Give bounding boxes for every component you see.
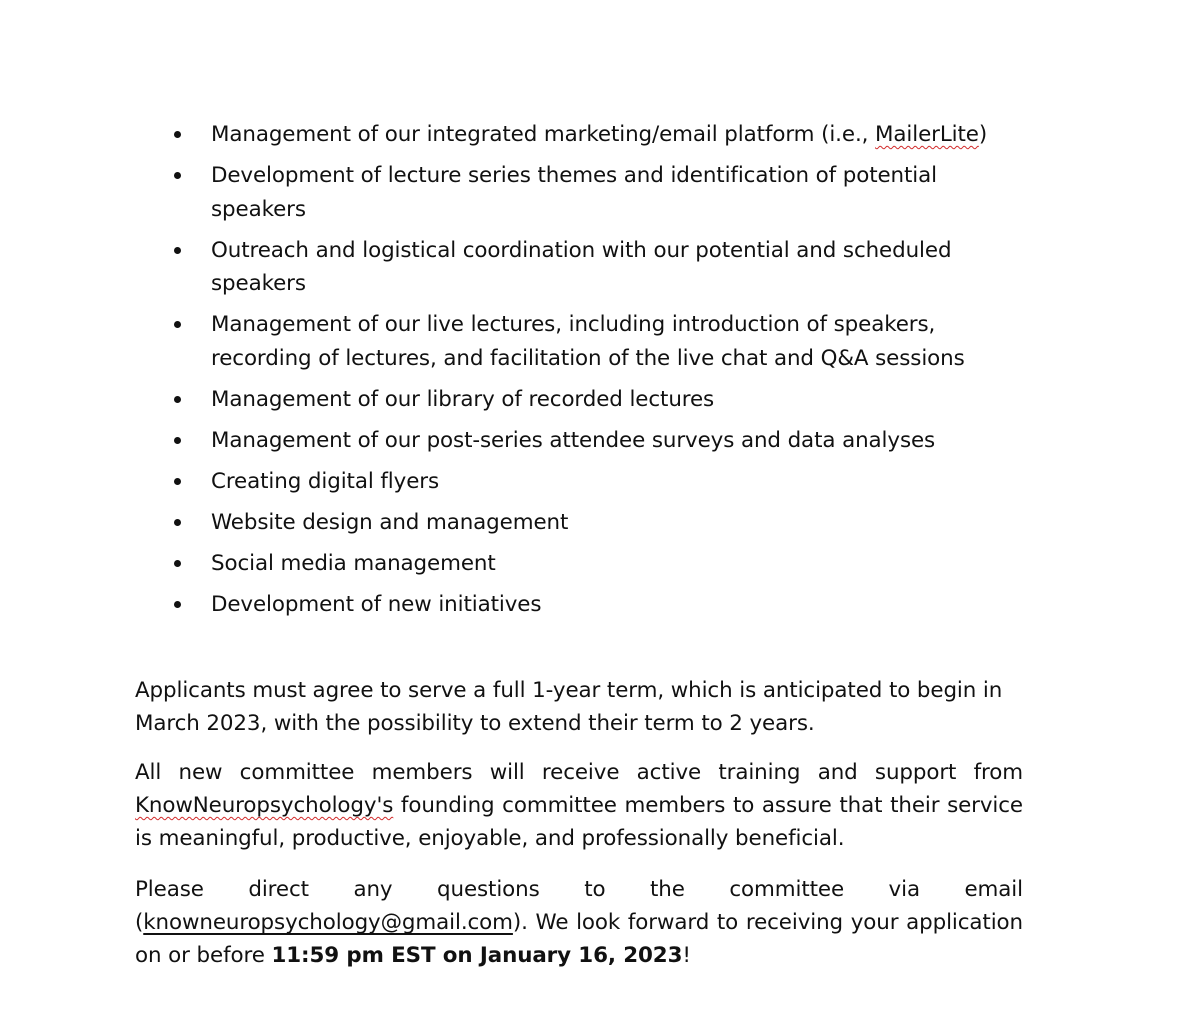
bullet-icon xyxy=(174,560,181,567)
list-item xyxy=(135,506,1035,540)
list-item-text: Development of lecture series themes and identification of potential speakers xyxy=(211,163,937,222)
spellcheck-flagged-word[interactable]: MailerLite xyxy=(875,122,979,147)
list-item-text: Management of our integrated marketing/email platform (i.e., xyxy=(211,122,876,147)
list-item-text-tail: ) xyxy=(978,122,988,147)
list-item xyxy=(135,159,1035,226)
list-item-text: Website design and management xyxy=(211,509,569,535)
contact-end-text: ! xyxy=(682,943,691,969)
bullet-icon xyxy=(174,247,181,254)
bullet-icon xyxy=(174,321,181,328)
list-item-text: Social media management xyxy=(211,550,496,576)
list-item xyxy=(135,424,1035,458)
bullet-icon xyxy=(174,519,181,526)
list-item xyxy=(135,308,1035,375)
email-link[interactable]: knowneuropsychology@gmail.com xyxy=(143,910,513,936)
list-item xyxy=(135,547,1035,581)
list-item-text: Development of new initiatives xyxy=(211,591,542,617)
list-item xyxy=(135,383,1035,417)
bullet-icon xyxy=(174,131,181,138)
list-item-text: Management of our live lectures, including introduction of speakers, recording of lectures, and facilitation of the live chat and Q&A sessions xyxy=(211,312,965,371)
contact-intro-text: Please direct any questions to the committee via email ( xyxy=(135,877,1023,936)
bullet-icon xyxy=(174,172,181,179)
deadline-text: 11:59 pm EST on January 16, 2023 xyxy=(271,943,683,969)
training-paragraph xyxy=(135,756,1023,856)
list-item-text: Management of our post-series attendee surveys and data analyses xyxy=(211,427,936,453)
bullet-icon xyxy=(174,437,181,444)
list-item-text: Outreach and logistical coordination with our potential and scheduled speakers xyxy=(211,237,952,296)
bullet-icon xyxy=(174,601,181,608)
contact-paragraph xyxy=(135,873,1023,973)
responsibilities-list xyxy=(135,118,1035,629)
contact-middle-text: ). We look forward to receiving your application on or before xyxy=(135,910,1023,969)
list-item xyxy=(135,118,1035,152)
list-item-text: Creating digital flyers xyxy=(211,468,440,494)
bullet-icon xyxy=(174,396,181,403)
training-intro-text: All new committee members will receive active training and support from xyxy=(135,760,1023,785)
term-paragraph: Applicants must agree to serve a full 1-year term, which is anticipated to begin in March 2023, with the possibility to extend their term to 2 years. xyxy=(135,678,1003,737)
list-item-text: Management of our library of recorded lectures xyxy=(211,386,715,412)
list-item xyxy=(135,588,1035,622)
bullet-icon xyxy=(174,478,181,485)
list-item xyxy=(135,234,1035,301)
training-rest-text: founding committee members to assure that their service is meaningful, productive, enjoyable, and professionally beneficial. xyxy=(135,793,1023,852)
list-item xyxy=(135,465,1035,499)
spellcheck-flagged-word[interactable]: KnowNeuropsychology's xyxy=(135,793,394,819)
